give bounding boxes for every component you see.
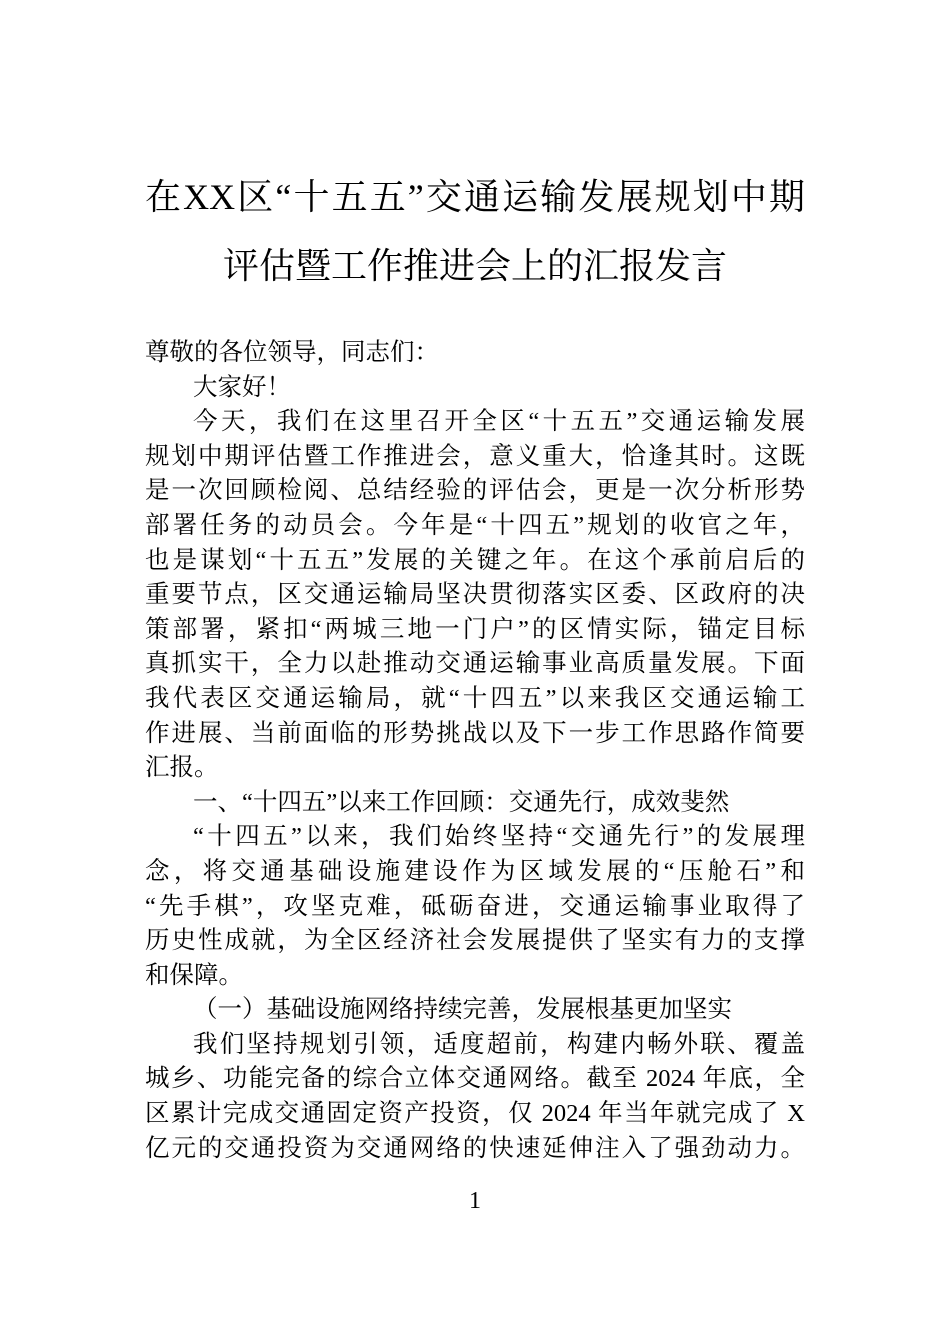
document-title-line-2: 评估暨工作推进会上的汇报发言 (222, 246, 727, 286)
text-line: 作进展、当前面临的形势挑战以及下一步工作思路作简要 (145, 719, 805, 747)
text-line: 城乡、功能完备的综合立体交通网络。截至 2024 年底，全 (145, 1065, 805, 1093)
text-line: 我们坚持规划引领，适度超前，构建内畅外联、覆盖 (193, 1030, 805, 1058)
text-line: 真抓实干，全力以赴推动交通运输事业高质量发展。下面 (145, 650, 805, 678)
text-line: “十四五”以来，我们始终坚持“交通先行”的发展理 (193, 823, 805, 851)
text-line: 历史性成就，为全区经济社会发展提供了坚实有力的支撑 (145, 927, 805, 955)
text-line: 亿元的交通投资为交通网络的快速延伸注入了强劲动力。 (145, 1134, 805, 1162)
greeting: 大家好！ (193, 373, 291, 401)
text-line: 区累计完成交通固定资产投资，仅 2024 年当年就完成了 X (145, 1100, 805, 1128)
subsection-heading-1: （一）基础设施网络持续完善，发展根基更加坚实 (193, 996, 732, 1024)
text-line: 汇报。 (145, 754, 219, 782)
text-line: “先手棋”，攻坚克难，砥砺奋进，交通运输事业取得了 (145, 892, 805, 920)
text-line: 策部署，紧扣“两城三地一门户”的区情实际，锚定目标 (145, 615, 805, 643)
document-body (145, 336, 805, 1166)
text-line: 也是谋划“十五五”发展的关键之年。在这个承前启后的 (145, 546, 805, 574)
paragraph-review (145, 820, 805, 993)
paragraph-infrastructure (145, 1028, 805, 1166)
text-line: 重要节点，区交通运输局坚决贯彻落实区委、区政府的决 (145, 581, 805, 609)
text-line: 念，将交通基础设施建设作为区域发展的“压舱石”和 (145, 857, 805, 885)
document-title-line-1: 在XX区“十五五”交通运输发展规划中期 (145, 177, 805, 217)
text-line: 我代表区交通运输局，就“十四五”以来我区交通运输工 (145, 684, 805, 712)
text-line: 部署任务的动员会。今年是“十四五”规划的收官之年， (145, 511, 805, 539)
text-line: 规划中期评估暨工作推进会，意义重大，恰逢其时。这既 (145, 442, 805, 470)
text-line: 和保障。 (145, 961, 243, 989)
paragraph-intro (145, 405, 805, 786)
salutation: 尊敬的各位领导，同志们： (145, 339, 439, 366)
section-heading-1: 一、“十四五”以来工作回顾：交通先行，成效斐然 (193, 788, 730, 816)
page-number: 1 (469, 1188, 481, 1214)
text-line: 是一次回顾检阅、总结经验的评估会，更是一次分析形势 (145, 477, 805, 505)
text-line: 今天，我们在这里召开全区“十五五”交通运输发展 (193, 408, 805, 436)
